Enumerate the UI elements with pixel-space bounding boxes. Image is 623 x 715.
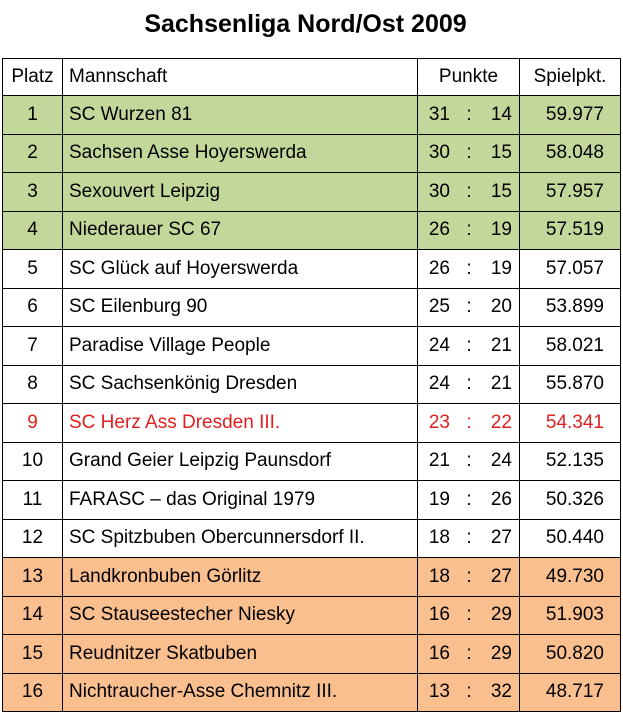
points-minus: 24: [490, 450, 512, 472]
cell-punkte: [418, 250, 520, 289]
table-row: [3, 404, 621, 443]
header-punkte: Punkte: [418, 59, 520, 96]
points-separator: :: [466, 642, 472, 664]
cell-spielpkt: 57.057: [520, 250, 621, 289]
cell-team: Paradise Village People: [63, 327, 418, 366]
points-separator: :: [466, 180, 472, 202]
cell-team: Landkronbuben Görlitz: [63, 558, 418, 597]
cell-platz: 2: [3, 134, 63, 173]
table-row: [3, 96, 621, 135]
points-minus: 19: [490, 219, 512, 241]
cell-team: Niederauer SC 67: [63, 211, 418, 250]
table-row: [3, 519, 621, 558]
cell-punkte: [418, 365, 520, 404]
points-separator: :: [466, 488, 472, 510]
cell-punkte: [418, 96, 520, 135]
cell-team: Grand Geier Leipzig Paunsdorf: [63, 442, 418, 481]
cell-platz: 16: [3, 673, 63, 712]
cell-spielpkt: 50.820: [520, 635, 621, 674]
cell-punkte: [418, 173, 520, 212]
cell-platz: 5: [3, 250, 63, 289]
table-row: [3, 481, 621, 520]
cell-team: Reudnitzer Skatbuben: [63, 635, 418, 674]
points-plus: 18: [428, 565, 450, 587]
cell-punkte: [418, 442, 520, 481]
cell-platz: 9: [3, 404, 63, 443]
cell-spielpkt: 59.977: [520, 96, 621, 135]
points-minus: 32: [490, 681, 512, 703]
cell-spielpkt: 57.519: [520, 211, 621, 250]
points-minus: 19: [490, 257, 512, 279]
points-separator: :: [466, 373, 472, 395]
cell-team: FARASC – das Original 1979: [63, 481, 418, 520]
table-row: [3, 250, 621, 289]
points-separator: :: [466, 411, 472, 433]
standings-body: [3, 96, 621, 712]
cell-team: SC Herz Ass Dresden III.: [63, 404, 418, 443]
cell-punkte: [418, 288, 520, 327]
points-separator: :: [466, 103, 472, 125]
table-row: [3, 365, 621, 404]
cell-spielpkt: 54.341: [520, 404, 621, 443]
points-plus: 21: [428, 450, 450, 472]
cell-punkte: [418, 327, 520, 366]
points-plus: 24: [428, 373, 450, 395]
header-platz: Platz: [3, 59, 63, 96]
points-separator: :: [466, 681, 472, 703]
cell-team: Sachsen Asse Hoyerswerda: [63, 134, 418, 173]
points-separator: :: [466, 334, 472, 356]
points-minus: 22: [490, 411, 512, 433]
points-minus: 27: [490, 527, 512, 549]
cell-punkte: [418, 134, 520, 173]
points-plus: 13: [428, 681, 450, 703]
points-plus: 26: [428, 219, 450, 241]
cell-spielpkt: 55.870: [520, 365, 621, 404]
cell-team: SC Eilenburg 90: [63, 288, 418, 327]
cell-platz: 10: [3, 442, 63, 481]
points-minus: 21: [490, 334, 512, 356]
table-row: [3, 673, 621, 712]
cell-team: SC Spitzbuben Obercunnersdorf II.: [63, 519, 418, 558]
points-minus: 20: [490, 296, 512, 318]
cell-platz: 6: [3, 288, 63, 327]
cell-punkte: [418, 519, 520, 558]
points-minus: 21: [490, 373, 512, 395]
points-minus: 15: [490, 180, 512, 202]
cell-platz: 3: [3, 173, 63, 212]
cell-spielpkt: 58.021: [520, 327, 621, 366]
table-row: [3, 211, 621, 250]
points-plus: 18: [428, 527, 450, 549]
cell-punkte: [418, 404, 520, 443]
cell-punkte: [418, 635, 520, 674]
cell-spielpkt: 52.135: [520, 442, 621, 481]
table-row: [3, 173, 621, 212]
cell-punkte: [418, 481, 520, 520]
points-plus: 25: [428, 296, 450, 318]
cell-platz: 7: [3, 327, 63, 366]
cell-platz: 4: [3, 211, 63, 250]
cell-platz: 15: [3, 635, 63, 674]
header-mannschaft: Mannschaft: [63, 59, 418, 96]
points-plus: 30: [428, 180, 450, 202]
cell-spielpkt: 51.903: [520, 596, 621, 635]
cell-punkte: [418, 558, 520, 597]
cell-punkte: [418, 211, 520, 250]
cell-spielpkt: 50.440: [520, 519, 621, 558]
points-separator: :: [466, 565, 472, 587]
points-separator: :: [466, 450, 472, 472]
cell-team: Nichtraucher-Asse Chemnitz III.: [63, 673, 418, 712]
points-separator: :: [466, 527, 472, 549]
cell-spielpkt: 58.048: [520, 134, 621, 173]
cell-spielpkt: 50.326: [520, 481, 621, 520]
cell-spielpkt: 48.717: [520, 673, 621, 712]
points-minus: 29: [490, 642, 512, 664]
cell-spielpkt: 57.957: [520, 173, 621, 212]
points-plus: 16: [428, 604, 450, 626]
table-row: [3, 327, 621, 366]
cell-spielpkt: 49.730: [520, 558, 621, 597]
header-row: [3, 59, 621, 96]
points-minus: 29: [490, 604, 512, 626]
cell-team: SC Glück auf Hoyerswerda: [63, 250, 418, 289]
points-minus: 27: [490, 565, 512, 587]
cell-team: Sexouvert Leipzig: [63, 173, 418, 212]
table-row: [3, 288, 621, 327]
cell-team: SC Stauseestecher Niesky: [63, 596, 418, 635]
cell-platz: 11: [3, 481, 63, 520]
cell-team: SC Sachsenkönig Dresden: [63, 365, 418, 404]
standings-table: [2, 58, 621, 712]
points-separator: :: [466, 257, 472, 279]
points-plus: 19: [428, 488, 450, 510]
header-spielpkt: Spielpkt.: [520, 59, 621, 96]
points-minus: 26: [490, 488, 512, 510]
points-plus: 23: [428, 411, 450, 433]
points-minus: 14: [490, 103, 512, 125]
table-row: [3, 596, 621, 635]
points-separator: :: [466, 296, 472, 318]
cell-punkte: [418, 673, 520, 712]
table-row: [3, 558, 621, 597]
points-plus: 26: [428, 257, 450, 279]
points-plus: 16: [428, 642, 450, 664]
points-separator: :: [466, 604, 472, 626]
points-minus: 15: [490, 142, 512, 164]
points-separator: :: [466, 142, 472, 164]
points-separator: :: [466, 219, 472, 241]
cell-platz: 1: [3, 96, 63, 135]
cell-platz: 13: [3, 558, 63, 597]
points-plus: 31: [428, 103, 450, 125]
table-row: [3, 134, 621, 173]
cell-punkte: [418, 596, 520, 635]
cell-platz: 8: [3, 365, 63, 404]
table-row: [3, 442, 621, 481]
points-plus: 30: [428, 142, 450, 164]
cell-team: SC Wurzen 81: [63, 96, 418, 135]
cell-spielpkt: 53.899: [520, 288, 621, 327]
table-row: [3, 635, 621, 674]
page-title: Sachsenliga Nord/Ost 2009: [144, 10, 467, 38]
cell-platz: 12: [3, 519, 63, 558]
points-plus: 24: [428, 334, 450, 356]
cell-platz: 14: [3, 596, 63, 635]
